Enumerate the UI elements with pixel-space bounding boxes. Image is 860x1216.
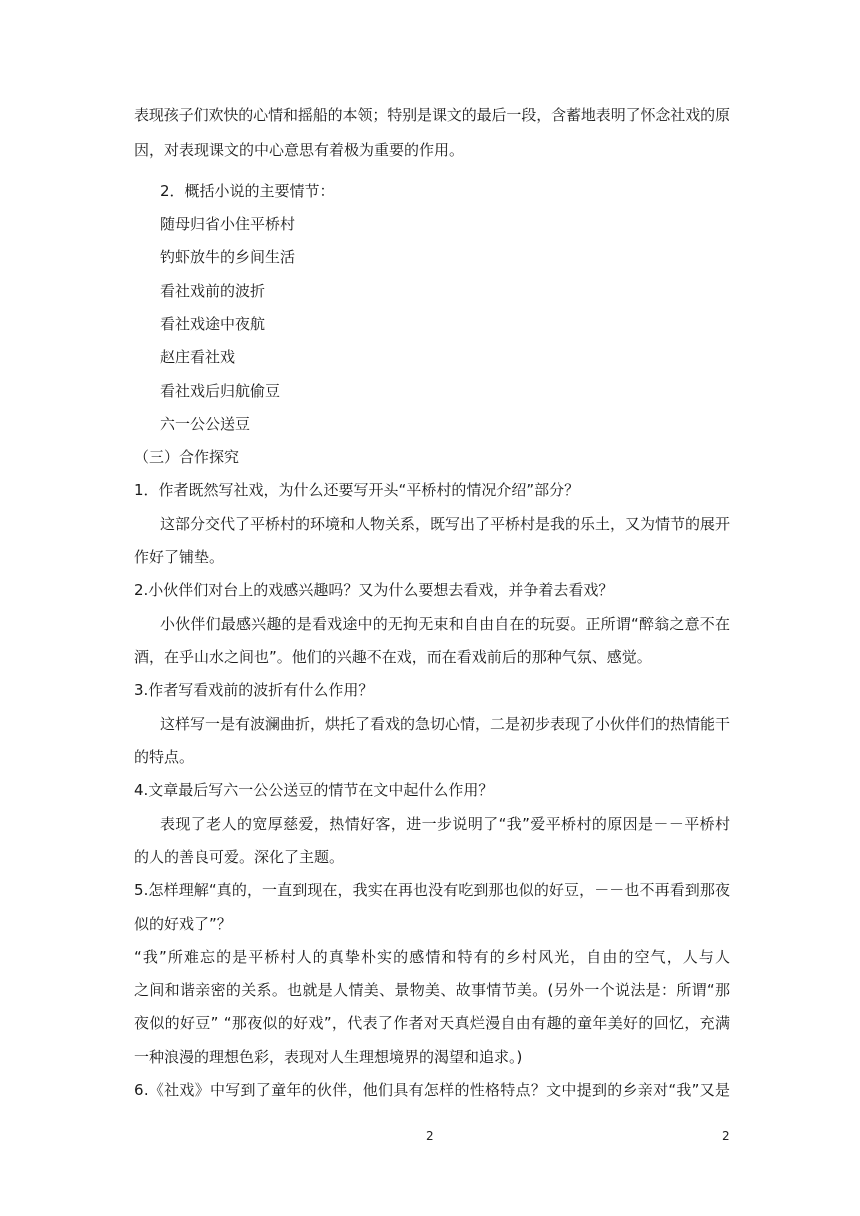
text-line: 2．概括小说的主要情节：	[160, 182, 335, 200]
text-line: 酒，在乎山水之间也”。他们的兴趣不在戏，而在看戏前后的那种气氛、感觉。	[134, 648, 652, 666]
text-line: （三）合作探究	[134, 448, 240, 466]
text-line: 1．作者既然写社戏，为什么还要写开头“平桥村的情况介绍”部分？	[134, 481, 580, 499]
text-line: 的人的善良可爱。深化了主题。	[134, 848, 345, 866]
text-line: 六一公公送豆	[160, 415, 251, 433]
text-line: 小伙伴们最感兴趣的是看戏途中的无拘无束和自由自在的玩耍。正所谓“醉翁之意不在	[160, 615, 731, 633]
text-line: 4.文章最后写六一公公送豆的情节在文中起什么作用？	[134, 781, 494, 799]
text-line: 看社戏前的波折	[160, 282, 266, 300]
text-line: 夜似的好豆” “那夜似的好戏”，代表了作者对天真烂漫自由有趣的童年美好的回忆，充满	[134, 1014, 731, 1032]
text-line: 这部分交代了平桥村的环境和人物关系，既写出了平桥村是我的乐土，又为情节的展开	[160, 515, 730, 533]
text-line: 3.作者写看戏前的波折有什么作用？	[134, 681, 374, 699]
text-line: 这样写一是有波澜曲折，烘托了看戏的急切心情，二是初步表现了小伙伴们的热情能干	[160, 715, 730, 733]
text-line: 作好了铺垫。	[134, 548, 225, 566]
text-line: “我”所难忘的是平桥村人的真挚朴实的感情和特有的乡村风光，自由的空气，人与人	[134, 948, 732, 966]
text-line: 表现孩子们欢快的心情和摇船的本领；特别是课文的最后一段，含蓄地表明了怀念社戏的原	[134, 106, 730, 124]
text-line: 钓虾放牛的乡间生活	[160, 248, 296, 266]
text-line: 随母归省小住平桥村	[160, 215, 296, 233]
text-line: 似的好戏了”？	[134, 915, 232, 933]
text-line: 的特点。	[134, 748, 195, 766]
text-line: 看社戏途中夜航	[160, 315, 266, 333]
text-line: 因，对表现课文的中心意思有着极为重要的作用。	[134, 141, 465, 159]
text-line: 之间和谐亲密的关系。也就是人情美、景物美、故事情节美。(另外一个说法是：所谓“那	[134, 981, 731, 999]
text-line: 5.怎样理解“真的，一直到现在，我实在再也没有吃到那也似的好豆，－－也不再看到那夜	[134, 881, 731, 899]
text-line: 2.小伙伴们对台上的戏感兴趣吗？又为什么要想去看戏，并争着去看戏？	[134, 581, 614, 599]
text-line: 一种浪漫的理想色彩，表现对人生理想境界的渴望和追求。)	[134, 1048, 523, 1066]
text-line: 表现了老人的宽厚慈爱，热情好客，进一步说明了“我”爱平桥村的原因是－－平桥村	[160, 815, 731, 833]
text-line: 6.《社戏》中写到了童年的伙伴，他们具有怎样的性格特点？文中提到的乡亲对“我”又是	[134, 1081, 731, 1099]
page-number-center: 2	[426, 1129, 434, 1143]
page-number-right: 2	[722, 1129, 730, 1143]
text-line: 赵庄看社戏	[160, 348, 236, 366]
text-line: 看社戏后归航偷豆	[160, 382, 281, 400]
